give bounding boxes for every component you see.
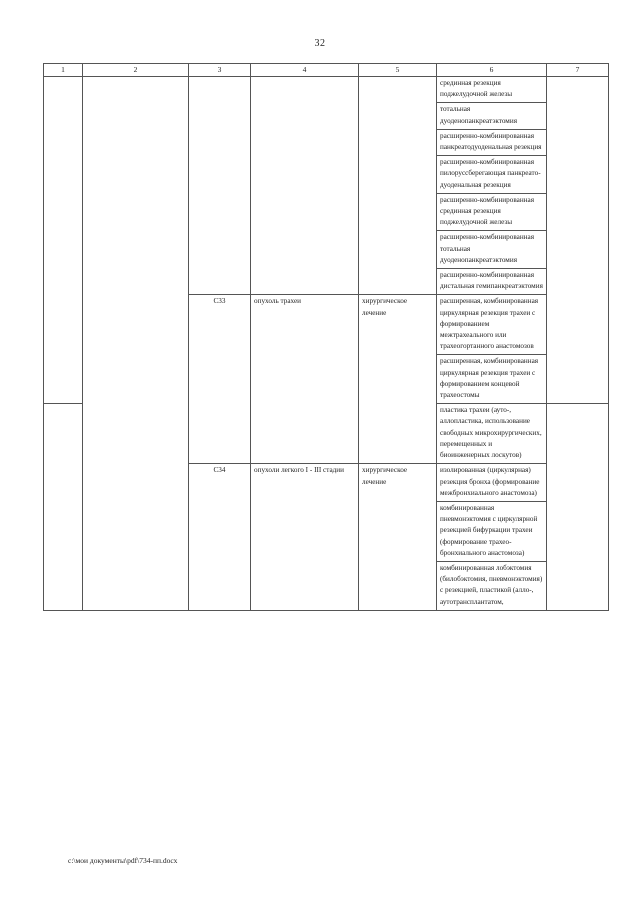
procedure-cell: пластика трахеи (ауто-, аллопластика, использование свободных микрохирургических, перемещенных и биоинженерных лоскутов) — [437, 404, 547, 464]
procedure-cell: комбинированная пневмонэктомия с циркулярной резекцией бифуркации трахеи (формирование трахео-бронхиального анастомоза) — [437, 501, 547, 561]
header-cell-1: 1 — [44, 64, 83, 77]
procedure-cell: срединная резекция поджелудочной железы — [437, 77, 547, 103]
diagnosis-cell: опухоль трахеи — [251, 295, 359, 464]
procedure-cell: расширенно-комбинированная дистальная гемипанкреатэктомия — [437, 269, 547, 295]
col2-cell — [83, 77, 189, 611]
header-row — [44, 64, 609, 77]
col7-cell — [547, 77, 609, 404]
diagnosis-cell: опухоли легкого I - III стадии — [251, 464, 359, 610]
treatment-cell: хирургическое лечение — [359, 295, 437, 464]
footer-file-path: c:\мои документы\pdf\734-пп.docx — [68, 856, 178, 865]
table-row — [44, 77, 609, 103]
col1-cell — [44, 404, 83, 610]
treatment-cell: хирургическое лечение — [359, 464, 437, 610]
code-cell: C33 — [189, 295, 251, 464]
col1-cell — [44, 77, 83, 404]
header-cell-2: 2 — [83, 64, 189, 77]
header-cell-3: 3 — [189, 64, 251, 77]
header-cell-5: 5 — [359, 64, 437, 77]
procedure-cell: тотальная дуоденопанкреатэктомия — [437, 103, 547, 129]
procedure-cell: расширенно-комбинированная панкреатодуоденальная резекция — [437, 129, 547, 155]
page-number: 32 — [314, 38, 326, 49]
diagnosis-cell — [251, 77, 359, 295]
col7-cell — [547, 404, 609, 610]
procedure-cell: расширенно-комбинированная срединная резекция поджелудочной железы — [437, 193, 547, 231]
procedure-cell: расширенная, комбинированная циркулярная резекция трахеи с формированием концевой трахеостомы — [437, 355, 547, 404]
header-cell-6: 6 — [437, 64, 547, 77]
procedure-cell: комбинированная лобэктомия (билобэктомия, пневмонэктомия) с резекцией, пластикой (алло-, аутотрансплантатом, — [437, 561, 547, 610]
treatment-cell — [359, 77, 437, 295]
header-cell-4: 4 — [251, 64, 359, 77]
procedures-table — [43, 63, 609, 611]
procedure-cell: расширенно-комбинированная пилоруссберегающая панкреато-дуоденальная резекция — [437, 156, 547, 194]
procedure-cell: изолированная (циркулярная) резекция бронха (формирование межбронхиального анастомоза) — [437, 464, 547, 502]
procedure-cell: расширенно-комбинированная тотальная дуоденопанкреатэктомия — [437, 231, 547, 269]
procedure-cell: расширенная, комбинированная циркулярная резекция трахеи с формированием межтрахеального или трахеогортанного анастомозов — [437, 295, 547, 355]
code-cell — [189, 77, 251, 295]
code-cell: C34 — [189, 464, 251, 610]
header-cell-7: 7 — [547, 64, 609, 77]
